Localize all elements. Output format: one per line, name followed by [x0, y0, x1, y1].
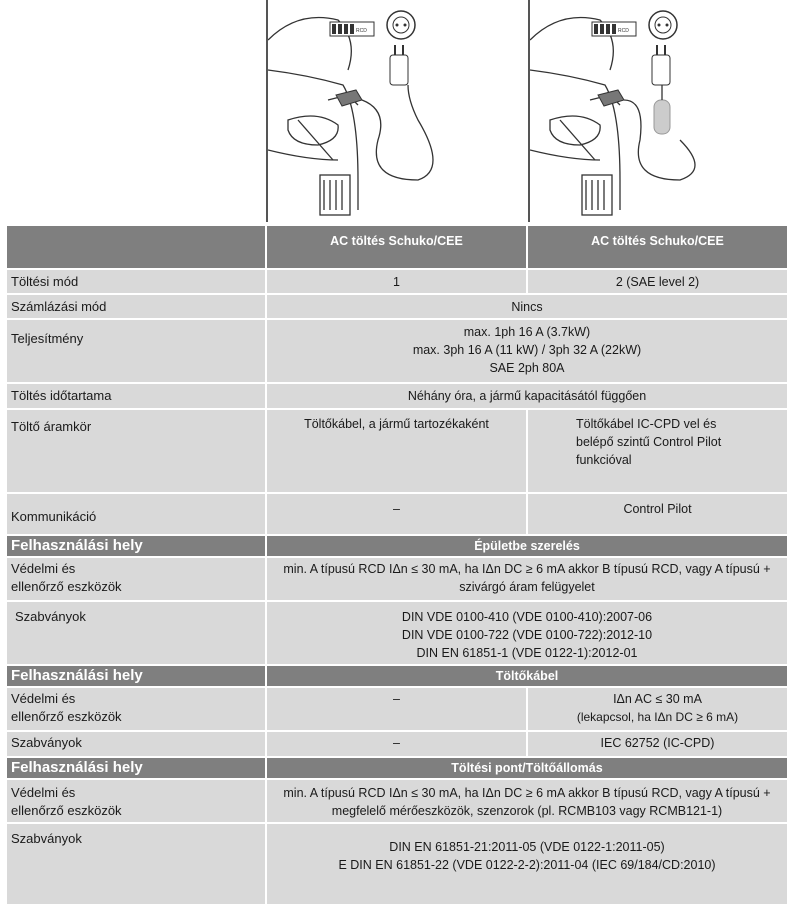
teljesitmeny-line-1: max. 1ph 16 A (3.7kW): [463, 325, 591, 339]
section-2-vedelmi-label-line-1: Védelmi és: [11, 691, 76, 706]
wall-socket-icon: [387, 11, 415, 39]
teljesitmeny-line-3: SAE 2ph 80A: [489, 361, 565, 375]
section-2-szabvanyok-col1: –: [267, 732, 526, 756]
section-3-vedelmi-label-line-1: Védelmi és: [11, 785, 76, 800]
tolto-aramkor-col2-line-3: funkcióval: [576, 453, 632, 467]
rcd-label: RCD: [618, 28, 629, 34]
section-2-vedelmi-col2: [528, 688, 787, 730]
row-label-szamlazasi-mod: Számlázási mód: [7, 295, 265, 318]
section-2-vedelmi-label-line-2: ellenőrző eszközök: [11, 709, 122, 724]
section-1-szabvany-line-1: DIN VDE 0100-410 (VDE 0100-410):2007-06: [401, 610, 653, 624]
table-row: [7, 270, 787, 293]
section-1-szabvany-line-3: DIN EN 61851-1 (VDE 0122-1):2012-01: [416, 646, 638, 660]
table-row: [7, 410, 787, 492]
section-2-value: Töltőkábel: [267, 666, 787, 686]
row-label-toltesi-mod: Töltési mód: [7, 270, 265, 293]
charging-mode-2-illustration: [528, 0, 786, 222]
section-1-szabvanyok-label: Szabványok: [7, 602, 265, 664]
column-header-1: AC töltés Schuko/CEE: [267, 226, 526, 268]
wall-plug-icon: [390, 45, 408, 85]
charging-connector-icon: [598, 90, 695, 180]
car-charging-drawing: [268, 0, 524, 222]
section-3-szabvanyok-label: Szabványok: [7, 824, 265, 904]
teljesitmeny-line-2: max. 3ph 16 A (11 kW) / 3ph 32 A (22kW): [412, 343, 642, 357]
section-3-szabvany-line-1: DIN EN 61851-21:2011-05 (VDE 0122-1:2011-05): [389, 840, 665, 854]
table-row: [7, 384, 787, 408]
section-2-szabvanyok-label: Szabványok: [7, 732, 265, 756]
section-3-szabvany-line-2: E DIN EN 61851-22 (VDE 0122-2-2):2011-04 (IEC 69/184/CD:2010): [338, 858, 716, 872]
section-header-row: [7, 536, 787, 556]
kommunikacio-col2: Control Pilot: [528, 494, 787, 534]
table-row: [7, 688, 787, 730]
section-1-value: Épületbe szerelés: [267, 536, 787, 556]
table-row: [7, 558, 787, 600]
kommunikacio-col1: –: [267, 494, 526, 534]
section-2-vedelmi-label: [7, 688, 265, 730]
section-3-vedelmi-line-2: megfelelő mérőeszközök, szenzorok (pl. RCMB103 vagy RCMB121-1): [331, 804, 723, 818]
wall-plug-icon: [652, 45, 670, 85]
section-2-vedelmi-col2-line-1: IΔn AC ≤ 30 mA: [613, 692, 702, 706]
section-2-title: Felhasználási hely: [7, 666, 265, 686]
section-header-row: [7, 758, 787, 778]
toltesi-mod-col1: 1: [267, 270, 526, 293]
tolto-aramkor-col1: Töltőkábel, a jármű tartozékaként: [267, 410, 526, 492]
tolto-aramkor-col2-line-1: Töltőkábel IC-CPD vel és: [576, 417, 717, 431]
section-3-title: Felhasználási hely: [7, 758, 265, 778]
teljesitmeny-value: [267, 320, 787, 382]
section-3-value: Töltési pont/Töltőállomás: [267, 758, 787, 778]
section-3-vedelmi-label-line-2: ellenőrző eszközök: [11, 803, 122, 818]
section-1-vedelmi-line-2: szivárgó áram felügyelet: [459, 580, 595, 594]
row-label-kommunikacio: Kommunikáció: [7, 494, 265, 534]
section-2-vedelmi-col1: –: [267, 688, 526, 730]
section-1-vedelmi-value: [267, 558, 787, 600]
section-1-szabvany-line-2: DIN VDE 0100-722 (VDE 0100-722):2012-10: [401, 628, 653, 642]
tolto-aramkor-col2-line-2: belépő szintű Control Pilot: [576, 435, 722, 449]
charging-mode-1-illustration: [266, 0, 524, 222]
wall-socket-icon: [649, 11, 677, 39]
table-row: [7, 320, 787, 382]
section-header-row: [7, 666, 787, 686]
section-1-vedelmi-line-1: min. A típusú RCD IΔn ≤ 30 mA, ha IΔn DC ≥ 6 mA akkor B típusú RCD, vagy A típusú +: [283, 562, 771, 576]
rcd-panel-icon: [330, 22, 374, 36]
car-charging-drawing: [530, 0, 786, 222]
section-1-vedelmi-label-line-1: Védelmi és: [11, 561, 76, 576]
charging-connector-icon: [336, 85, 433, 180]
section-2-vedelmi-col2-line-2: (lekapcsol, ha IΔn DC ≥ 6 mA): [576, 710, 739, 724]
tolto-aramkor-col2: [528, 410, 787, 492]
rcd-panel-icon: [592, 22, 636, 36]
table-row: [7, 780, 787, 822]
section-1-szabvanyok-value: [267, 602, 787, 664]
rcd-label: RCD: [356, 28, 367, 34]
charging-modes-table: [5, 224, 789, 906]
section-2-szabvanyok-col2: IEC 62752 (IC-CPD): [528, 732, 787, 756]
row-label-tolto-aramkor: Töltő áramkör: [7, 410, 265, 492]
header-blank-cell: [7, 226, 265, 268]
section-1-vedelmi-label-line-2: ellenőrző eszközök: [11, 579, 122, 594]
table-row: [7, 824, 787, 904]
section-3-vedelmi-line-1: min. A típusú RCD IΔn ≤ 30 mA, ha IΔn DC ≥ 6 mA akkor B típusú RCD, vagy A típusú +: [283, 786, 771, 800]
row-label-toltes-idotartama: Töltés időtartama: [7, 384, 265, 408]
ic-cpd-box-icon: [654, 85, 670, 134]
section-3-vedelmi-label: [7, 780, 265, 822]
toltes-idotartama-value: Néhány óra, a jármű kapacitásától függően: [267, 384, 787, 408]
table-row: [7, 494, 787, 534]
table-row: [7, 602, 787, 664]
section-1-vedelmi-label: [7, 558, 265, 600]
row-label-teljesitmeny: Teljesítmény: [7, 320, 265, 382]
toltesi-mod-col2: 2 (SAE level 2): [528, 270, 787, 293]
column-header-2: AC töltés Schuko/CEE: [528, 226, 787, 268]
table-row: [7, 732, 787, 756]
section-3-szabvanyok-value: [267, 824, 787, 904]
table-header-row: [7, 226, 787, 268]
table-row: [7, 295, 787, 318]
szamlazasi-mod-value: Nincs: [267, 295, 787, 318]
section-3-vedelmi-value: [267, 780, 787, 822]
section-1-title: Felhasználási hely: [7, 536, 265, 556]
